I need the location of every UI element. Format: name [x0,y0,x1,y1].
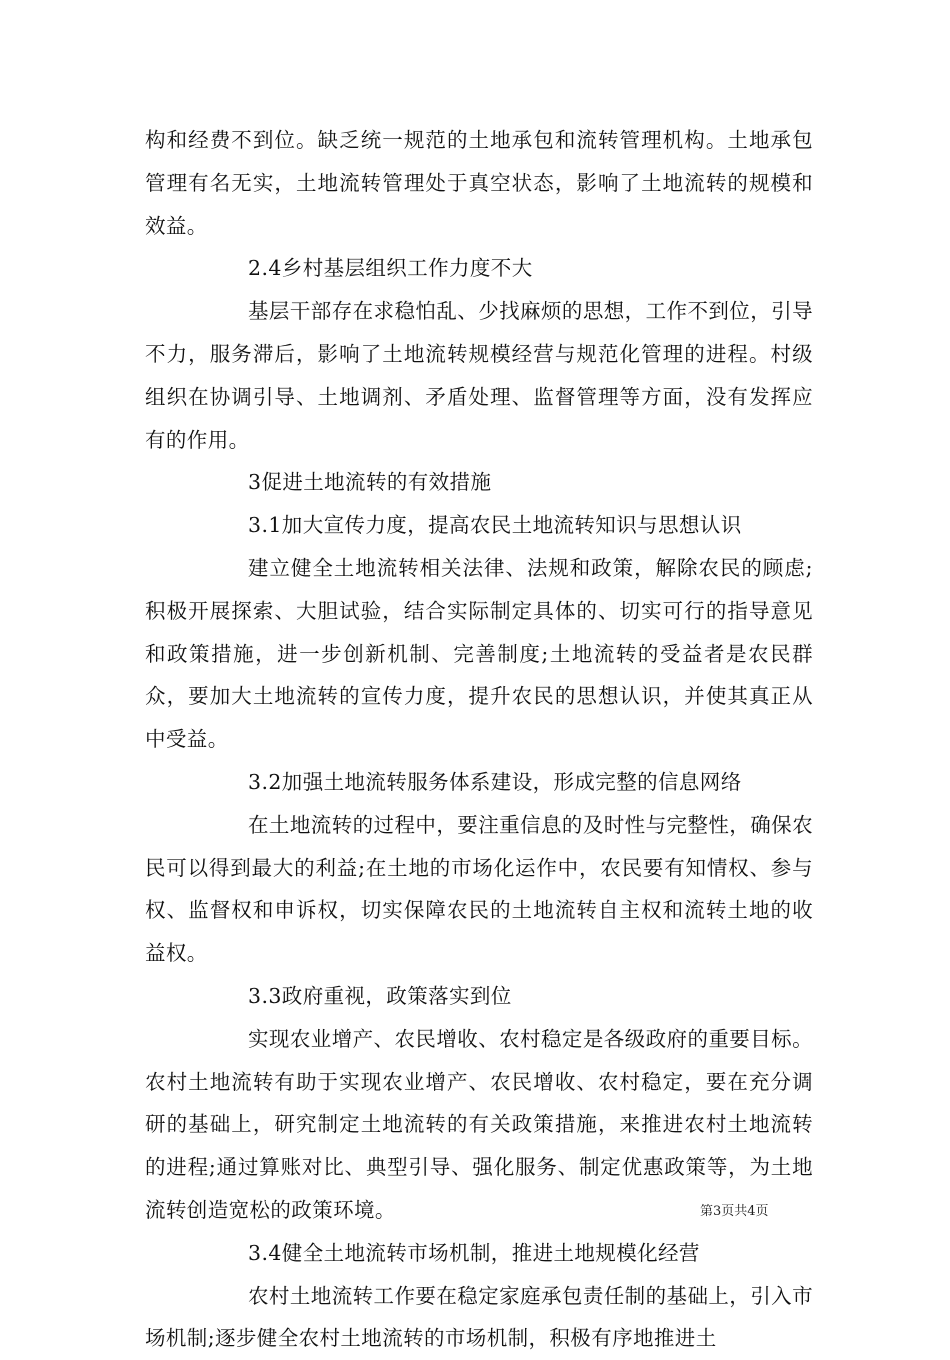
section-heading-3: 3促进土地流转的有效措施 [248,470,492,495]
section-heading-3-2: 3.2加强土地流转服务体系建设，形成完整的信息网络 [248,769,742,794]
section-heading-3-1: 3.1加大宣传力度，提高农民土地流转知识与思想认识 [248,513,742,538]
paragraph-government: 实现农业增产、农民增收、农村稳定是各级政府的重要目标。农村土地流转有助于实现农业增产、农民增收、农村稳定，要在充分调研的基础上，研究制定土地流转的有关政策措施，来推进农村土地流转的进程;通过算账对比、典型引导、强化服务、制定优惠政策等，为土地流转创造宽松的政策环境。 [145,1026,813,1222]
paragraph-market: 农村土地流转工作要在稳定家庭承包责任制的基础上，引入市场机制;逐步健全农村土地流转的市场机制，积极有序地推进土 [145,1283,813,1351]
section-heading-3-4: 3.4健全土地流转市场机制，推进土地规模化经营 [248,1240,700,1265]
section-heading-2-4: 2.4乡村基层组织工作力度不大 [248,256,533,281]
paragraph-continuation: 构和经费不到位。缺乏统一规范的土地承包和流转管理机构。土地承包管理有名无实，土地流转管理处于真空状态，影响了土地流转的规模和效益。 [145,128,813,238]
paragraph-information: 在土地流转的过程中，要注重信息的及时性与完整性，确保农民可以得到最大的利益;在土地的市场化运作中，农民要有知情权、参与权、监督权和申诉权，切实保障农民的土地流转自主权和流转土地的收益权。 [145,812,813,966]
section-heading-3-3: 3.3政府重视，政策落实到位 [248,983,512,1008]
paragraph-publicity: 建立健全土地流转相关法律、法规和政策，解除农民的顾虑;积极开展探索、大胆试验，结合实际制定具体的、切实可行的指导意见和政策措施，进一步创新机制、完善制度;土地流转的受益者是农民群众，要加大土地流转的宣传力度，提升农民的思想认识，并使其真正从中受益。 [145,555,813,752]
paragraph-grassroots: 基层干部存在求稳怕乱、少找麻烦的思想，工作不到位，引导不力，服务滞后，影响了土地流转规模经营与规范化管理的进程。村级组织在协调引导、土地调剂、矛盾处理、监督管理等方面，没有发挥应有的作用。 [145,299,813,452]
page-number-footer: 第3页共4页 [700,1204,769,1219]
document-body [145,119,813,1360]
